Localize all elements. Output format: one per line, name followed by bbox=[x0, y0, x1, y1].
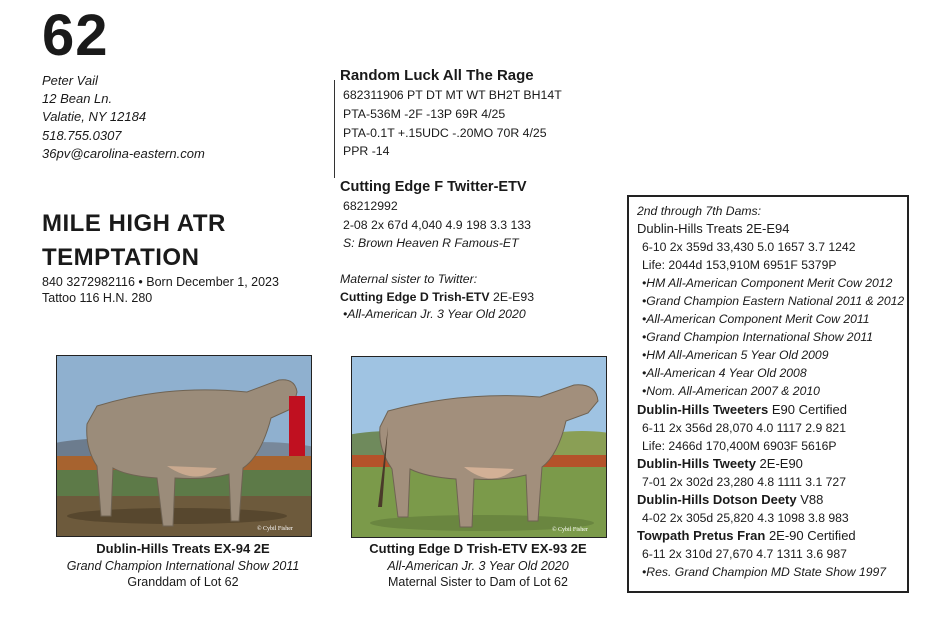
caption-photo-1 bbox=[56, 541, 310, 591]
dam-record: 6-10 2x 359d 33,430 5.0 1657 3.7 1242 bbox=[642, 240, 856, 255]
caption-award: Grand Champion International Show 2011 bbox=[66, 558, 300, 573]
dams-box bbox=[627, 195, 909, 593]
dam-class: V88 bbox=[796, 491, 824, 507]
divider bbox=[334, 80, 335, 178]
sire-line: 682311906 PT DT MT WT BH2T BH14T bbox=[343, 88, 562, 102]
dam-class: 2E-E90 bbox=[755, 455, 803, 471]
dam-award: •Res. Grand Champion MD State Show 1997 bbox=[642, 564, 887, 579]
mgs-reg: 68212992 bbox=[343, 199, 398, 213]
consignor-phone: 518.755.0307 bbox=[42, 127, 122, 143]
sire-name: Random Luck All The Rage bbox=[340, 67, 534, 84]
dam-award: •HM All-American Component Merit Cow 2012 bbox=[642, 276, 893, 291]
dam-name: Towpath Pretus Fran bbox=[637, 527, 766, 543]
sire-line: PPR -14 bbox=[343, 144, 390, 159]
caption-relation: Maternal Sister to Dam of Lot 62 bbox=[388, 575, 568, 589]
mgs-block bbox=[340, 177, 531, 253]
dam-life: Life: 2466d 170,400M 6903F 5616P bbox=[642, 438, 837, 453]
dam-record: 6-11 2x 356d 28,070 4.0 1117 2.9 821 bbox=[642, 420, 846, 435]
dam-class: 2E-E94 bbox=[742, 221, 790, 237]
photo-dublin-hills-treats bbox=[56, 355, 312, 537]
dam-name: Dublin-Hills Treats bbox=[637, 221, 743, 237]
photo-credit: © Cybil Fisher bbox=[257, 526, 293, 532]
registration-line: 840 3272982116 • Born December 1, 2023 bbox=[42, 275, 279, 289]
dam-record: 6-11 2x 310d 27,670 4.7 1311 3.6 987 bbox=[642, 546, 847, 561]
dams-heading: 2nd through 7th Dams: bbox=[637, 204, 761, 218]
maternal-sister-block bbox=[340, 271, 534, 324]
consignor-name: Peter Vail bbox=[42, 73, 98, 88]
caption-award: All-American Jr. 3 Year Old 2020 bbox=[387, 558, 569, 573]
dam-award: •Nom. All-American 2007 & 2010 bbox=[642, 384, 820, 399]
mgs-record: 2-08 2x 67d 4,040 4.9 198 3.3 133 bbox=[343, 217, 532, 232]
dam-class: E90 Certified bbox=[768, 401, 847, 417]
caption-name: Cutting Edge D Trish-ETV EX-93 2E bbox=[369, 541, 587, 556]
dam-award: •Grand Champion International Show 2011 bbox=[642, 330, 874, 345]
lot-number: 62 bbox=[42, 3, 109, 68]
maternal-sister-name: Cutting Edge D Trish-ETV bbox=[340, 289, 490, 304]
animal-name-line2: TEMPTATION bbox=[42, 244, 200, 271]
photo-cutting-edge-trish bbox=[351, 356, 607, 538]
dam-life: Life: 2044d 153,910M 6951F 5379P bbox=[642, 258, 837, 273]
dam-award: •Grand Champion Eastern National 2011 & 2012 bbox=[642, 294, 905, 309]
dam-record: 4-02 2x 305d 25,820 4.3 1098 3.8 983 bbox=[642, 510, 849, 525]
consignor-address2: Valatie, NY 12184 bbox=[42, 109, 147, 125]
sire-block bbox=[340, 66, 562, 161]
sire-line: PTA-0.1T +.15UDC -.20MO 70R 4/25 bbox=[343, 125, 547, 140]
mgs-name: Cutting Edge F Twitter-ETV bbox=[340, 179, 527, 195]
dam-award: •All-American Component Merit Cow 2011 bbox=[642, 312, 870, 327]
dam-name: Dublin-Hills Tweeters bbox=[637, 401, 769, 417]
consignor-block bbox=[42, 72, 205, 163]
animal-name bbox=[42, 207, 226, 275]
maternal-sister-class: 2E-E93 bbox=[489, 289, 535, 304]
animal-name-line1: MILE HIGH ATR bbox=[42, 210, 226, 237]
dam-class: 2E-90 Certified bbox=[765, 527, 856, 543]
consignor-address1: 12 Bean Ln. bbox=[42, 91, 113, 107]
dam-record: 7-01 2x 302d 23,280 4.8 1111 3.1 727 bbox=[642, 474, 846, 489]
consignor-email: 36pv@carolina-eastern.com bbox=[42, 145, 205, 161]
maternal-sister-award: •All-American Jr. 3 Year Old 2020 bbox=[343, 307, 526, 321]
mgs-sire: S: Brown Heaven R Famous-ET bbox=[343, 236, 519, 250]
dam-award: •All-American 4 Year Old 2008 bbox=[642, 366, 807, 381]
caption-relation: Granddam of Lot 62 bbox=[127, 575, 239, 589]
caption-photo-2 bbox=[331, 541, 625, 591]
animal-registration bbox=[42, 274, 279, 307]
dam-name: Dublin-Hills Dotson Deety bbox=[637, 491, 797, 507]
caption-name: Dublin-Hills Treats EX-94 2E bbox=[96, 541, 270, 556]
photo-credit: © Cybil Fisher bbox=[552, 527, 588, 533]
tattoo-line: Tattoo 116 H.N. 280 bbox=[42, 291, 153, 306]
dam-award: •HM All-American 5 Year Old 2009 bbox=[642, 348, 829, 363]
maternal-sister-label: Maternal sister to Twitter: bbox=[340, 272, 478, 286]
dam-name: Dublin-Hills Tweety bbox=[637, 455, 756, 471]
sire-line: PTA-536M -2F -13P 69R 4/25 bbox=[343, 106, 506, 121]
